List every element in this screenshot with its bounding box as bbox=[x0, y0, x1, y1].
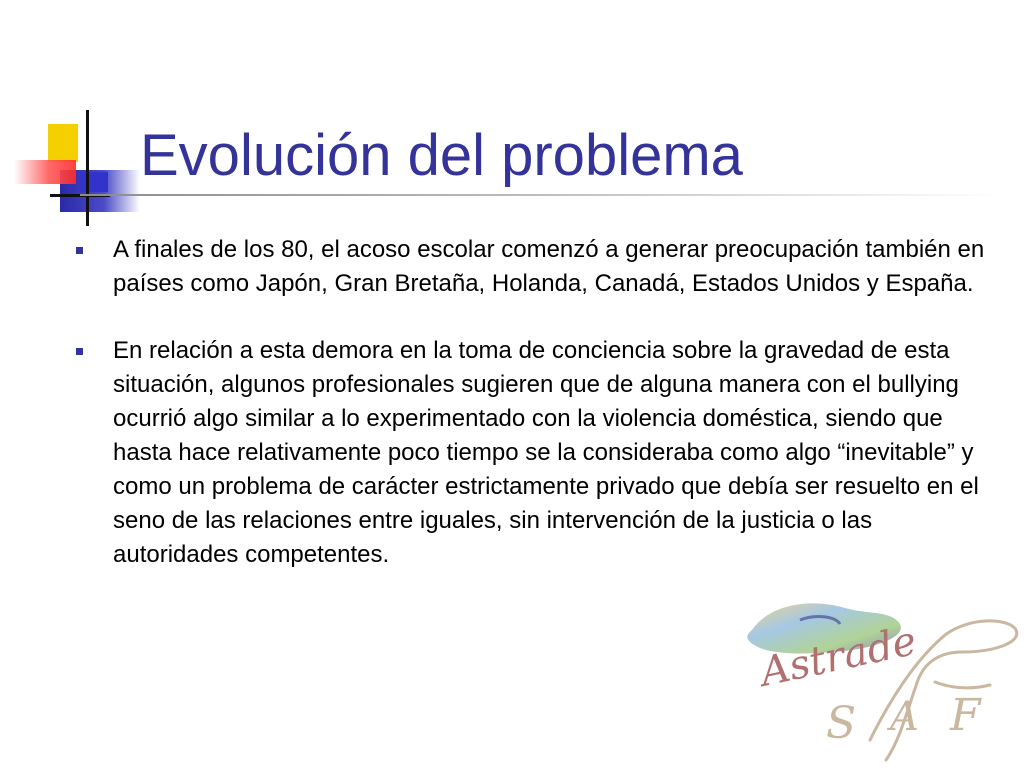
bullet-item bbox=[72, 334, 1002, 572]
bullet-text: En relación a esta demora en la toma de conciencia sobre la gravedad de esta situación, algunos profesionales sugieren que de alguna manera con el bullying ocurrió algo similar a lo experimentado con la violencia doméstica, siendo que hasta hace relativamente poco tiempo se la consideraba como algo “inevitable” y como un problema de carácter estrictamente privado que debía ser resuelto en el seno de las relaciones entre iguales, sin intervención de la justicia o las autoridades competentes. bbox=[113, 337, 979, 568]
svg-text:F: F bbox=[950, 690, 981, 741]
astrade-saf-logo bbox=[740, 590, 1024, 768]
bullet-list bbox=[72, 233, 1002, 572]
svg-text:S: S bbox=[826, 698, 857, 749]
bullet-text: A finales de los 80, el acoso escolar comenzó a generar preocupación también en países como Japón, Gran Bretaña, Holanda, Canadá, Estados Unidos y España. bbox=[113, 236, 985, 297]
decoration-red-bar bbox=[14, 160, 76, 184]
square-bullet-icon bbox=[76, 247, 83, 254]
title-underline bbox=[80, 194, 1000, 196]
decoration-yellow-square bbox=[48, 124, 78, 162]
bullet-item bbox=[72, 233, 1002, 301]
decoration-vertical-line bbox=[86, 110, 89, 226]
svg-text:A: A bbox=[890, 694, 919, 740]
decoration-blue-square bbox=[80, 172, 108, 192]
svg-text:Astrade: Astrade bbox=[756, 617, 921, 696]
square-bullet-icon bbox=[76, 348, 83, 355]
slide-title: Evolución del problema bbox=[140, 123, 743, 188]
